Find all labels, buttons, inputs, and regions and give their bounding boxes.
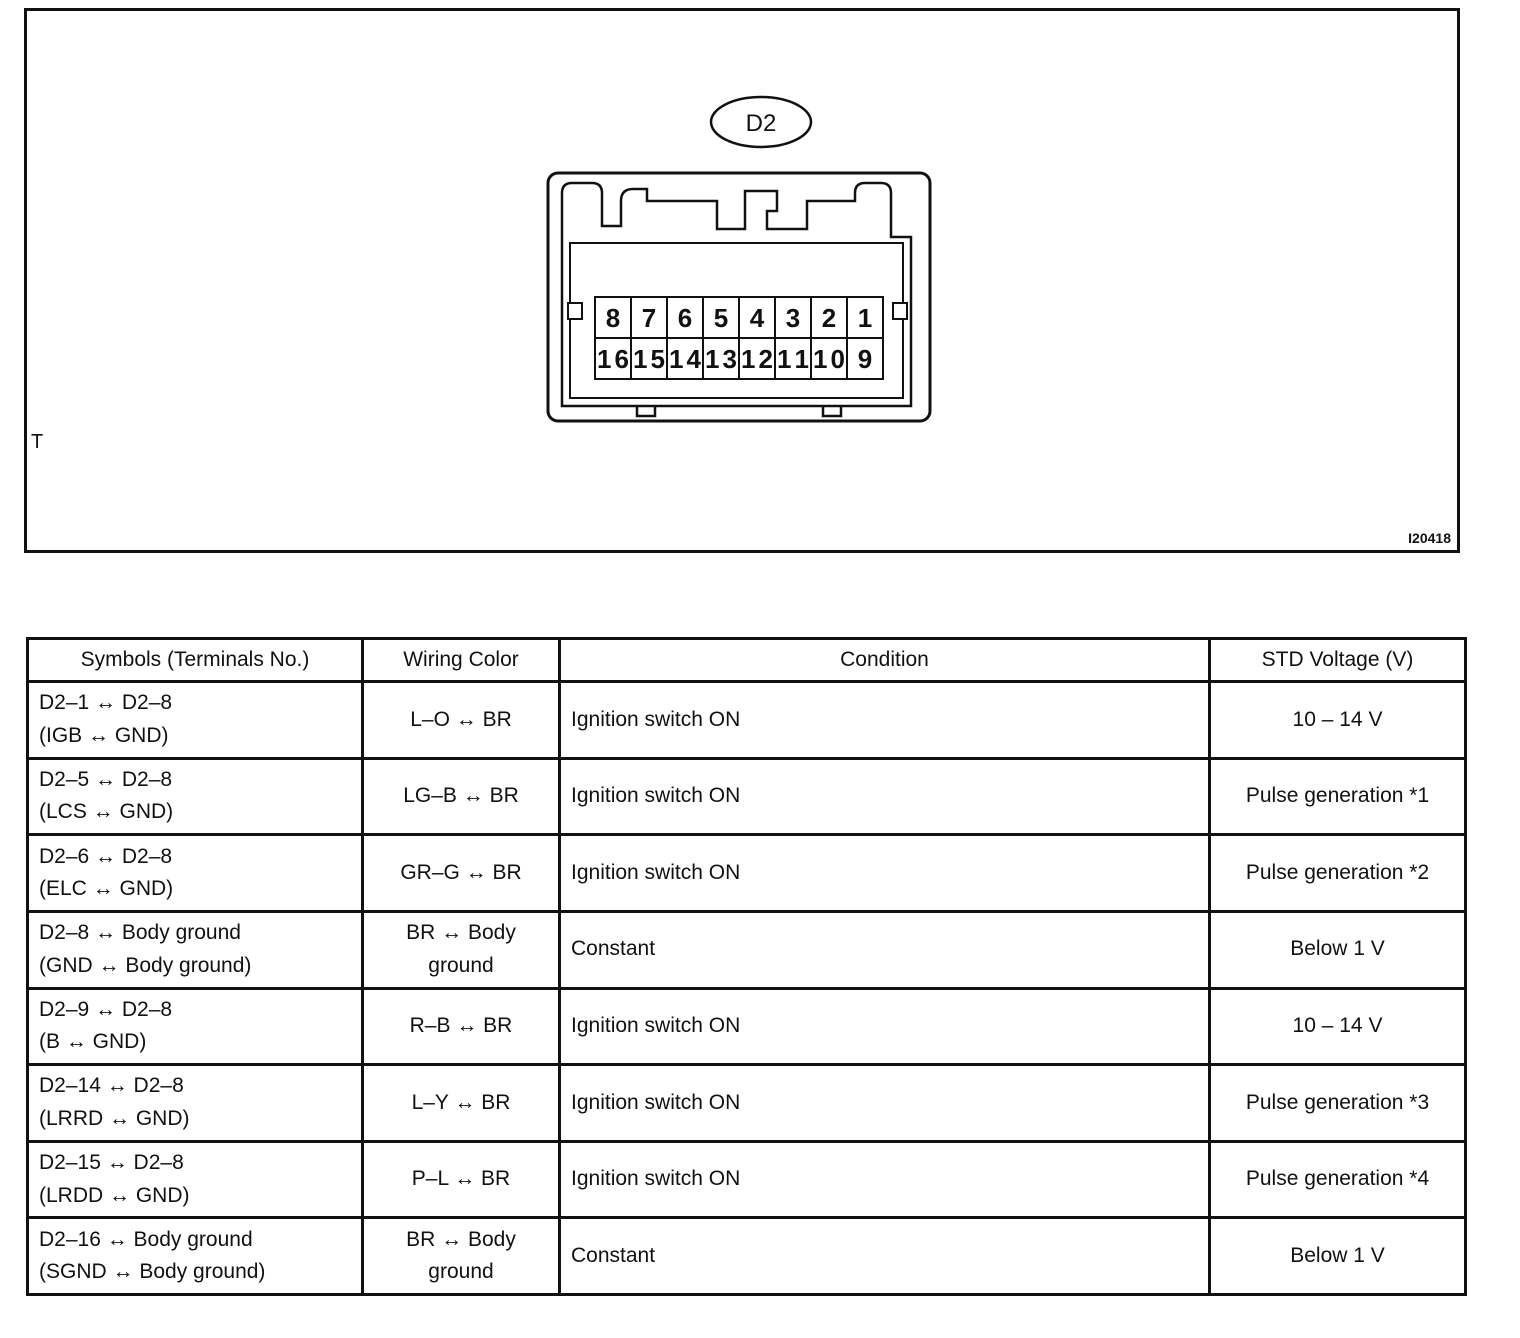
cell-condition: Ignition switch ON [560, 1141, 1210, 1218]
pin-number: 4 [749, 303, 765, 333]
wiring-line: BR ↔ Body [406, 921, 516, 945]
table-row [28, 911, 1466, 988]
pin-number: 9 [857, 344, 873, 374]
wiring-line: P–L ↔ BR [411, 1167, 511, 1191]
table-body [28, 682, 1466, 1295]
cell-std-voltage: Below 1 V [1210, 1218, 1466, 1295]
table-row [28, 835, 1466, 912]
pin-grid [595, 297, 883, 379]
cell-wiring-color [363, 758, 560, 835]
cell-std-voltage: Pulse generation *3 [1210, 1065, 1466, 1142]
cell-symbols [28, 758, 363, 835]
symbols-line: D2–1 ↔ D2–8 [39, 691, 173, 715]
header-condition: Condition [560, 639, 1210, 682]
wiring-line: LG–B ↔ BR [403, 784, 519, 808]
header-wiring-color: Wiring Color [363, 639, 560, 682]
pin-number: 6 [677, 303, 693, 333]
pin-number: 3 [785, 303, 801, 333]
cell-condition: Constant [560, 911, 1210, 988]
cell-condition: Ignition switch ON [560, 1065, 1210, 1142]
table-header-row [28, 639, 1466, 682]
cell-wiring-color [363, 1141, 560, 1218]
symbols-line: D2–5 ↔ D2–8 [39, 767, 173, 791]
symbols-line: (LRRD ↔ GND) [39, 1106, 190, 1130]
connector-figure [24, 8, 1460, 553]
cell-wiring-color [363, 911, 560, 988]
wiring-line: L–O ↔ BR [410, 707, 512, 731]
cell-std-voltage: Pulse generation *1 [1210, 758, 1466, 835]
connector-label: D2 [745, 110, 777, 137]
table-row [28, 1141, 1466, 1218]
symbols-line: D2–9 ↔ D2–8 [39, 997, 173, 1021]
pin-number: 10 [813, 344, 845, 374]
wiring-line: L–Y ↔ BR [411, 1090, 511, 1114]
pin-number: 8 [605, 303, 621, 333]
table-row [28, 1218, 1466, 1295]
cell-symbols [28, 1065, 363, 1142]
wiring-line: GR–G ↔ BR [400, 860, 522, 884]
pin-number: 7 [641, 303, 657, 333]
table-row [28, 1065, 1466, 1142]
cell-condition: Ignition switch ON [560, 988, 1210, 1065]
table-row [28, 988, 1466, 1065]
cell-condition: Ignition switch ON [560, 835, 1210, 912]
pin-number: 13 [705, 344, 737, 374]
cell-wiring-color [363, 1065, 560, 1142]
symbols-line: D2–14 ↔ D2–8 [39, 1074, 184, 1098]
cell-std-voltage: 10 – 14 V [1210, 682, 1466, 759]
header-symbols: Symbols (Terminals No.) [28, 639, 363, 682]
connector-diagram [27, 11, 1457, 550]
header-std-voltage: STD Voltage (V) [1210, 639, 1466, 682]
table-row [28, 682, 1466, 759]
cell-wiring-color [363, 682, 560, 759]
table-row [28, 758, 1466, 835]
symbols-line: D2–16 ↔ Body ground [39, 1227, 253, 1251]
symbols-line: (GND ↔ Body ground) [39, 953, 252, 977]
cell-symbols [28, 682, 363, 759]
pin-number: 15 [633, 344, 665, 374]
symbols-line: (LRDD ↔ GND) [39, 1183, 190, 1207]
cell-std-voltage: Pulse generation *2 [1210, 835, 1466, 912]
figure-code: I20418 [1408, 530, 1451, 546]
cell-condition: Constant [560, 1218, 1210, 1295]
cell-symbols [28, 835, 363, 912]
cell-condition: Ignition switch ON [560, 682, 1210, 759]
pin-number: 2 [821, 303, 837, 333]
right-key [893, 303, 907, 319]
symbols-line: (B ↔ GND) [39, 1030, 147, 1054]
symbols-line: (LCS ↔ GND) [39, 800, 174, 824]
cell-wiring-color [363, 988, 560, 1065]
wiring-line: ground [428, 953, 494, 977]
pin-number: 14 [669, 344, 701, 374]
pin-number: 16 [597, 344, 629, 374]
pin-number: 11 [777, 344, 809, 374]
terminal-voltage-table [26, 637, 1467, 1296]
cell-std-voltage: Below 1 V [1210, 911, 1466, 988]
wiring-line: BR ↔ Body [406, 1227, 516, 1251]
pin-number: 5 [713, 303, 729, 333]
cell-std-voltage: 10 – 14 V [1210, 988, 1466, 1065]
cell-wiring-color [363, 835, 560, 912]
side-mark: T [31, 431, 44, 453]
bottom-tab-right [823, 406, 841, 416]
cell-condition: Ignition switch ON [560, 758, 1210, 835]
symbols-line: (IGB ↔ GND) [39, 723, 169, 747]
cell-wiring-color [363, 1218, 560, 1295]
cell-symbols [28, 1141, 363, 1218]
pin-number: 1 [857, 303, 873, 333]
wiring-line: R–B ↔ BR [409, 1014, 513, 1038]
symbols-line: D2–6 ↔ D2–8 [39, 844, 173, 868]
symbols-line: (SGND ↔ Body ground) [39, 1260, 266, 1284]
cell-std-voltage: Pulse generation *4 [1210, 1141, 1466, 1218]
cell-symbols [28, 988, 363, 1065]
wiring-line: ground [428, 1260, 494, 1284]
symbols-line: D2–15 ↔ D2–8 [39, 1151, 184, 1175]
cell-symbols [28, 1218, 363, 1295]
cell-symbols [28, 911, 363, 988]
bottom-tab-left [637, 406, 655, 416]
pin-number: 12 [741, 344, 773, 374]
symbols-line: D2–8 ↔ Body ground [39, 921, 241, 945]
left-key [568, 303, 582, 319]
symbols-line: (ELC ↔ GND) [39, 877, 174, 901]
